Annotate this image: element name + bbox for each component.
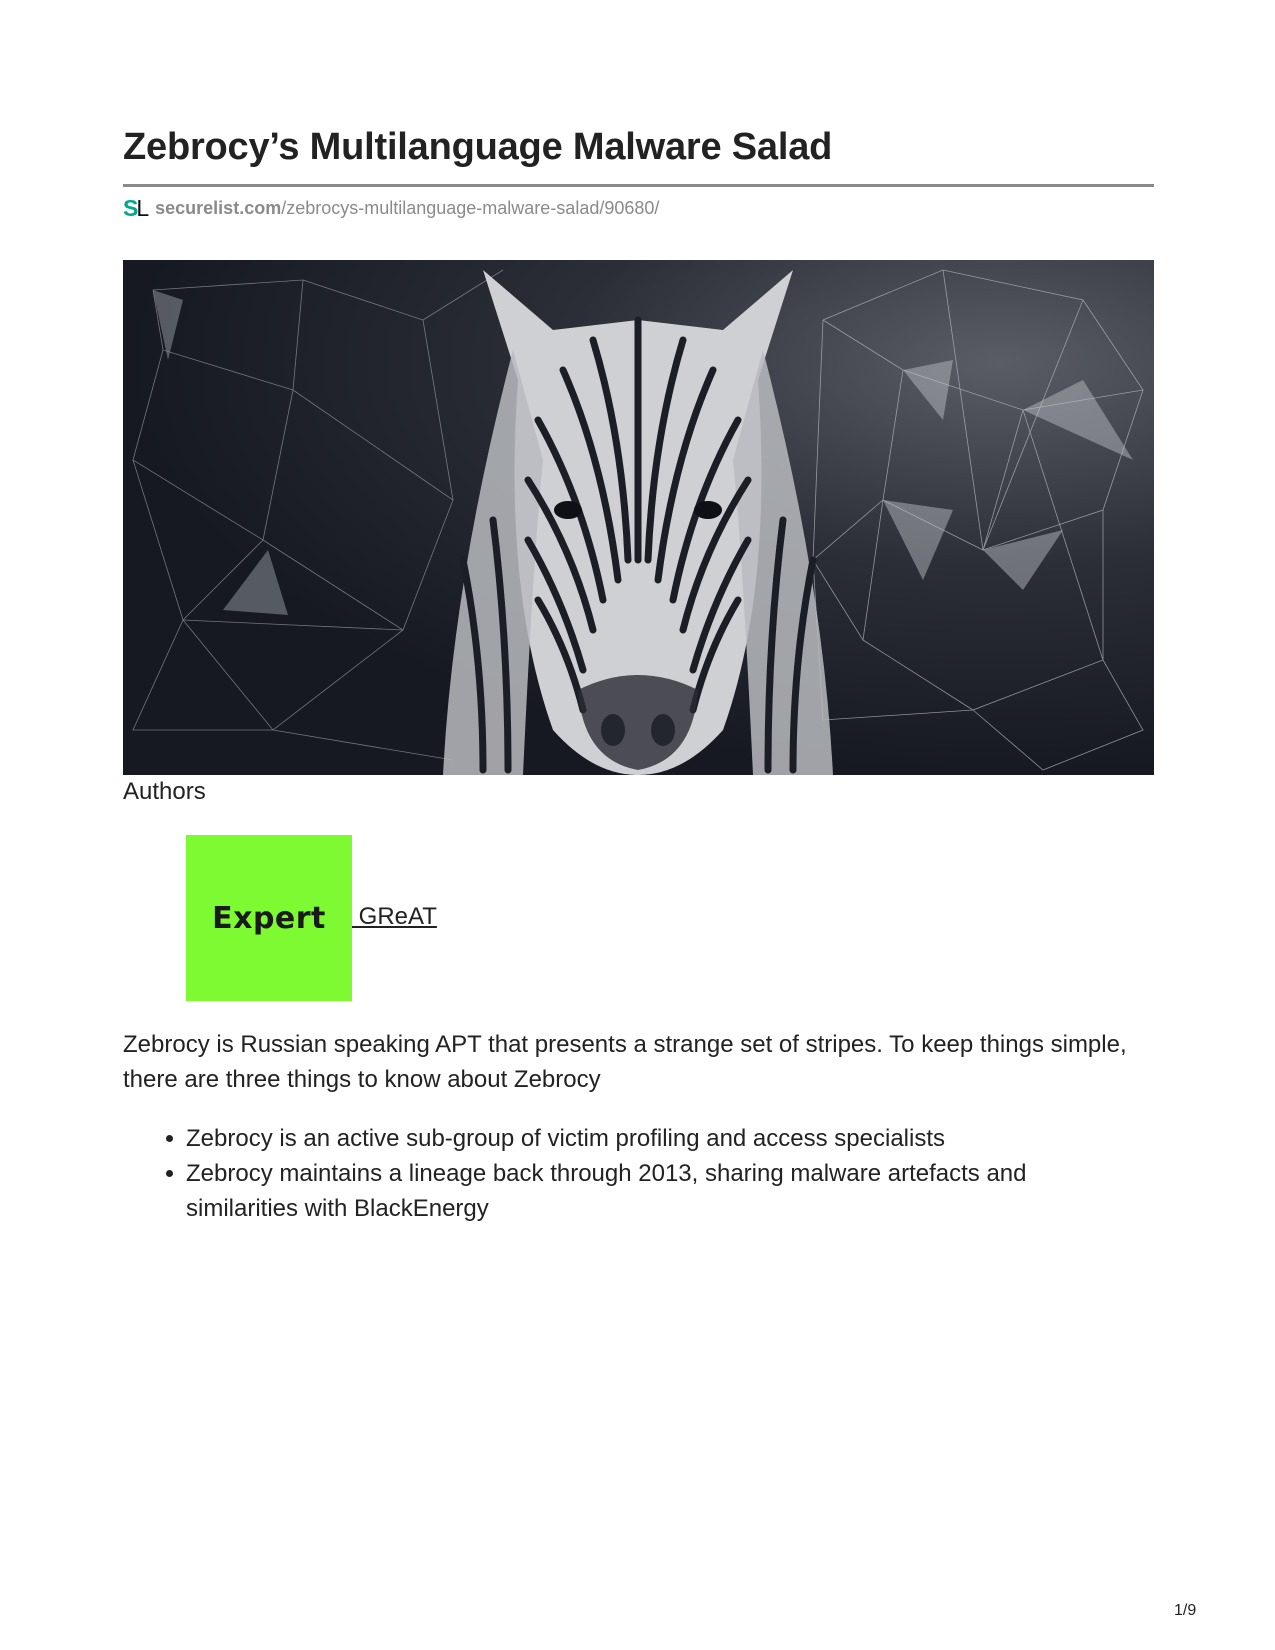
title-divider bbox=[123, 184, 1154, 187]
list-item-text: Zebrocy maintains a lineage back through 2013, sharing malware artefacts and similarities with BlackEnergy bbox=[186, 1160, 1027, 1222]
author-badge-text: Expert bbox=[212, 900, 326, 936]
polygon-network-left bbox=[133, 270, 503, 760]
logo-letter-s: S bbox=[123, 194, 137, 221]
list-item bbox=[186, 1121, 1126, 1156]
securelist-logo-icon bbox=[123, 194, 148, 221]
polygon-network-right bbox=[813, 270, 1143, 770]
key-points-list bbox=[186, 1121, 1126, 1226]
zebra-head-icon bbox=[443, 270, 833, 775]
page-number: 1/9 bbox=[1174, 1602, 1197, 1619]
list-item bbox=[186, 1156, 1126, 1226]
author-avatar[interactable] bbox=[186, 835, 352, 1001]
source-domain[interactable]: securelist.com bbox=[155, 197, 282, 218]
bullet-icon bbox=[166, 1135, 173, 1142]
zebra-illustration bbox=[123, 260, 1154, 775]
intro-paragraph: Zebrocy is Russian speaking APT that presents a strange set of stripes. To keep things simple, there are three things to know about Zebrocy bbox=[123, 1031, 1127, 1093]
logo-letter-l: L bbox=[136, 194, 148, 221]
list-item-text: Zebrocy is an active sub-group of victim profiling and access specialists bbox=[186, 1125, 945, 1152]
author-link-great[interactable]: GReAT bbox=[352, 903, 437, 930]
source-path[interactable]: /zebrocys-multilanguage-malware-salad/90680/ bbox=[281, 197, 660, 218]
hero-image bbox=[123, 260, 1154, 775]
polygon-shapes-right bbox=[883, 360, 1133, 590]
source-line bbox=[123, 196, 659, 220]
article-title: Zebrocy’s Multilanguage Malware Salad bbox=[123, 126, 833, 168]
bullet-icon bbox=[166, 1170, 173, 1177]
authors-heading: Authors bbox=[123, 778, 206, 805]
polygon-shapes-left bbox=[153, 290, 288, 615]
